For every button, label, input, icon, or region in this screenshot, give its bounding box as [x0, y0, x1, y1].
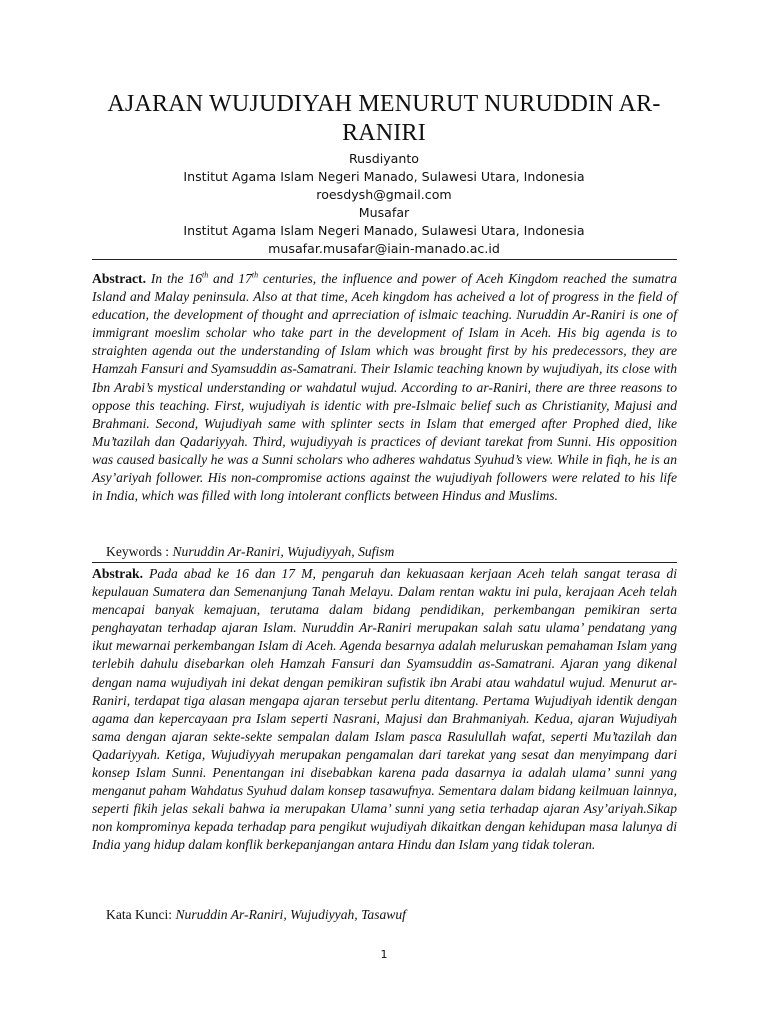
abstract-english [92, 270, 677, 505]
abstract-intro-b: and 17 [208, 271, 252, 286]
kata-kunci-value: Nuruddin Ar-Raniri, Wujudiyyah, Tasawuf [175, 907, 406, 922]
author-affiliation-1: Institut Agama Islam Negeri Manado, Sulawesi Utara, Indonesia [183, 169, 585, 185]
paper-title: AJARAN WUJUDIYAH MENURUT NURUDDIN AR-RANIRI [107, 91, 661, 146]
author-block [90, 150, 678, 259]
top-divider [92, 259, 677, 260]
author-affiliation-2: Institut Agama Islam Negeri Manado, Sulawesi Utara, Indonesia [183, 223, 585, 239]
author-name-1: Rusdiyanto [348, 151, 419, 166]
abstract-intro-a: In the 16 [150, 271, 202, 286]
keywords-label: Keywords : [106, 544, 173, 559]
abstrak-label: Abstrak. [92, 566, 143, 581]
bottom-divider [92, 562, 677, 563]
page-number: 1 [380, 948, 388, 961]
kata-kunci-label: Kata Kunci: [106, 907, 176, 922]
keywords-indonesian [92, 906, 677, 924]
abstract-sup-b: th [251, 270, 259, 280]
keywords-value: Nuruddin Ar-Raniri, Wujudiyyah, Sufism [172, 544, 395, 559]
author-email-2: musafar.musafar@iain-manado.ac.id [268, 241, 500, 257]
abstrak-body: Pada abad ke 16 dan 17 M, pengaruh dan kekuasaan kerjaan Aceh telah sangat terasa di kepulauan Sumatera dan Semenanjung Tanah Melayu. Dalam rentan waktu ini pula, kerajaan Aceh telah mencapai banyak kemajuan, terutama dalam bidang pendidikan, perkembangan pemikiran serta penghayatan terhadap ajaran Islam. Nuruddin Ar-Raniri merupakan salah satu ulama’ pendatang yang ikut mewarnai perkembangan Islam di Aceh. Agenda besarnya adalah meluruskan pemahaman Islam yang terlebih dahulu disebarkan oleh Hamzah Fansuri dan Syamsuddin as-Samatrani. Ajaran yang dikenal dengan nama wujudiyah ini dekat dengan pemikiran sufistik ibn Arabi atau wahdatul wujud. Menurut ar-Raniri, terdapat tiga alasan mengapa ajaran tersebut perlu ditentang. Pertama Wujudiyah identik dengan agama dan kepercayaan pra Islam seperti Nasrani, Majusi dan Brahmaniyah. Kedua, ajaran Wujudiyah sama dengan ajaran sekte-sekte sempalan dalam Islam pasca Rasulullah wafat, seperti Mu’tazilah dan Qadariyyah. Ketiga, Wujudiyyah merupakan pengamalan dari tarekat yang sesat dan menyimpang dari konsep Islam Sunni. Penentangan ini disebabkan karena pada dasarnya ia adalah ulama’ sunni yang menganut paham Wahdatus Syuhud dalam konsep tasawufnya. Sementara dalam bidang keilmuan lainnya, seperti fikih jelas sekali bahwa ia merupakan Ulama’ sunni yang setia terhadap ajaran Asy’ariyah.Sikap non komprominya kepada terhadap para pengikut wujudiyah dikaitkan dengan kehidupan masa lalunya di India yang hidup dalam konflik berkepanjangan antara Hindu dan Islam yang tidak toleran. [92, 566, 677, 853]
abstract-label: Abstract. [92, 271, 146, 286]
keywords-english [92, 543, 677, 561]
abstract-body: centuries, the influence and power of Aceh Kingdom reached the sumatra Island and Malay peninsula. Also at that time, Aceh kingdom has acheived a lot of progress in the field of education, the development of thought and aprreciation of islmaic teaching. Nuruddin Ar-Raniri is one of immigrant moeslim scholar who take part in the development of Islam in Aceh. His big agenda is to straighten agenda out the understanding of Islam which was brought first by his predecessors, they are Hamzah Fansuri and Syamsuddin as-Samatrani. Their Islamic teaching known by wujudiyah, its close with Ibn Arabi’s mystical understanding or wahdatul wujud. According to ar-Raniri, there are three reasons to oppose this teaching. First, wujudiyah is identic with pre-Islmaic belief such as Christianity, Majusi and Brahmani. Second, Wujudiyah same with splinter sects in Islam that emerged after Prophed died, like Mu’tazilah dan Qadariyyah. Third, wujudiyyah is practices of deviant tarekat from Sunni. His opposition was caused basically he was a Sunni scholars who adheres wahdatus Syuhud’s view. While in fiqh, he is an Asy’ariyah follower. His non-compromise actions against the wujudiyah followers were related to his life in India, which was filled with long intolerant conflicts between Hindus and Muslims. [92, 271, 677, 504]
author-name-2: Musafar [358, 205, 410, 221]
abstract-sup-a: th [202, 270, 209, 280]
author-email-1: roesdysh@gmail.com [316, 187, 452, 203]
abstract-indonesian [92, 565, 677, 855]
